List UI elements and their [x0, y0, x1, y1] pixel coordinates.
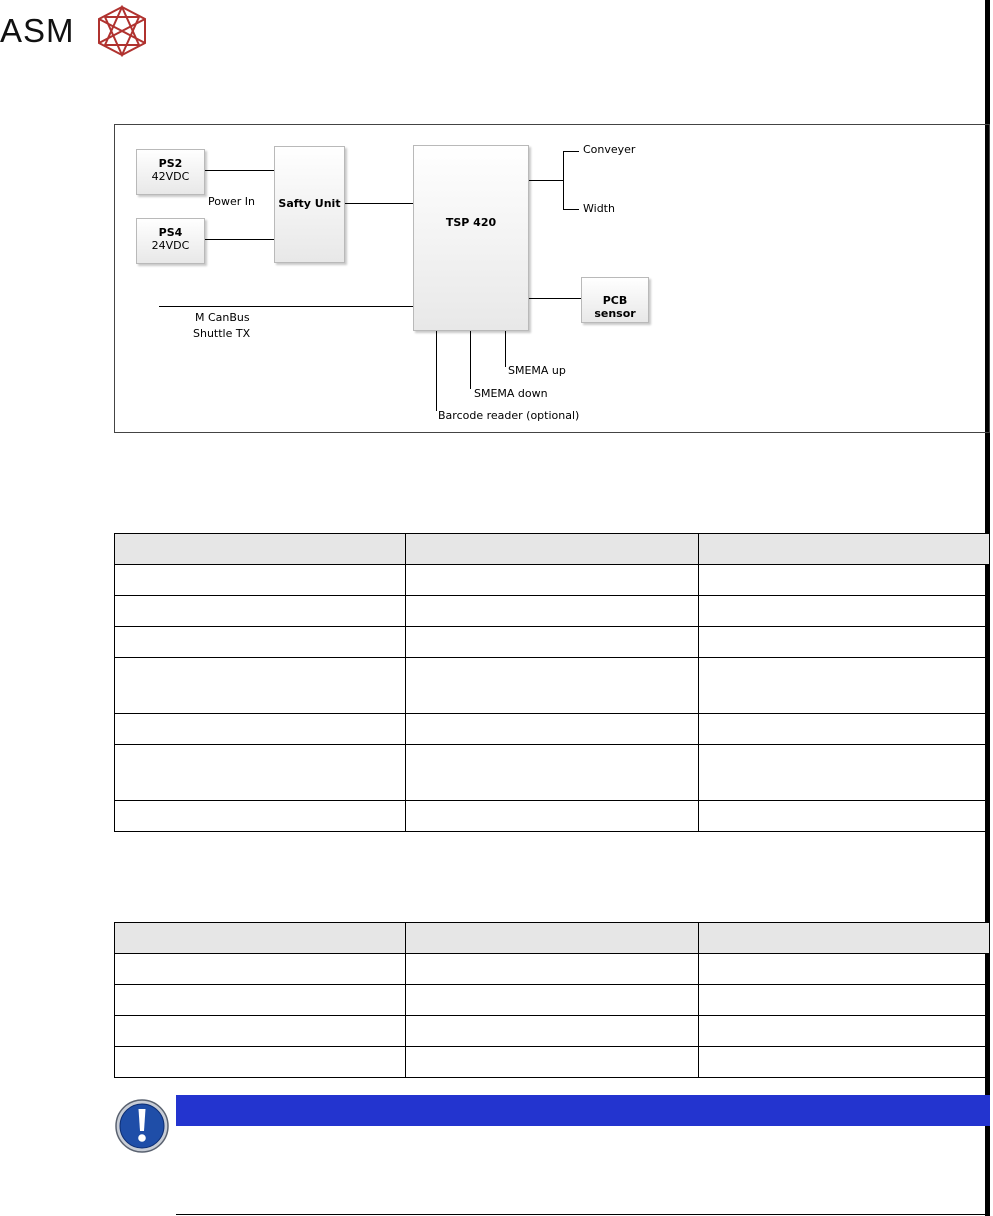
table-row: [115, 801, 990, 832]
table-header-cell: [406, 923, 698, 954]
table-cell: [115, 658, 406, 714]
table-cell: [406, 627, 698, 658]
table-cell: [406, 658, 698, 714]
asm-hexagon-logo-icon: [94, 5, 150, 57]
table-cell: [698, 658, 989, 714]
table-cell: [698, 745, 989, 801]
table-cell: [698, 565, 989, 596]
table-cell: [406, 1047, 698, 1078]
table-cell: [698, 801, 989, 832]
table-header-row: [115, 923, 990, 954]
table-cell: [406, 954, 698, 985]
ps2-voltage: 42VDC: [151, 170, 190, 183]
table-row: [115, 627, 990, 658]
table-cell: [406, 1016, 698, 1047]
table-cell: [115, 1016, 406, 1047]
table-row: [115, 596, 990, 627]
conveyer-line: [563, 151, 579, 152]
table-header-cell: [115, 923, 406, 954]
notice-bottom-rule: [176, 1214, 990, 1215]
table-header-cell: [115, 534, 406, 565]
ps4-box: [136, 218, 205, 264]
tsp-to-pcb-line: [529, 298, 581, 299]
table-cell: [406, 714, 698, 745]
ps4-to-safety-line: [205, 239, 274, 240]
table-cell: [115, 985, 406, 1016]
canbus-line: [159, 306, 413, 307]
ps4-voltage: 24VDC: [151, 239, 190, 252]
width-line: [563, 209, 579, 210]
canbus-label: M CanBus: [195, 311, 250, 324]
smema-down-label: SMEMA down: [474, 387, 548, 400]
table-row: [115, 565, 990, 596]
width-label: Width: [583, 202, 615, 215]
conveyer-label: Conveyer: [583, 143, 636, 156]
table-row: [115, 985, 990, 1016]
smema-down-line: [470, 331, 471, 389]
barcode-line: [436, 331, 437, 411]
table-cell: [115, 801, 406, 832]
table-cell: [698, 627, 989, 658]
table-cell: [115, 714, 406, 745]
safety-unit-label: Safty Unit: [278, 197, 341, 210]
safety-to-tsp-line: [345, 203, 413, 204]
table-row: [115, 954, 990, 985]
table-cell: [698, 954, 989, 985]
barcode-label: Barcode reader (optional): [438, 409, 580, 422]
pcb-sensor-label: PCB sensor: [594, 294, 636, 320]
table-row: [115, 714, 990, 745]
table-cell: [115, 596, 406, 627]
table-cell: [115, 954, 406, 985]
pcb-sensor-box: [581, 277, 649, 323]
spec-table-2: [114, 922, 990, 1078]
table-cell: [698, 596, 989, 627]
exclamation-info-icon: [114, 1098, 170, 1154]
table-header-cell: [698, 534, 989, 565]
table-row: [115, 745, 990, 801]
tsp-box: [413, 145, 529, 331]
table-cell: [406, 801, 698, 832]
table-cell: [698, 1047, 989, 1078]
power-in-label: Power In: [208, 195, 255, 208]
table-header-cell: [698, 923, 989, 954]
shuttle-tx-label: Shuttle TX: [193, 327, 251, 340]
table-cell: [406, 596, 698, 627]
table-cell: [698, 1016, 989, 1047]
smema-up-line: [505, 331, 506, 367]
table-cell: [406, 565, 698, 596]
table-cell: [115, 565, 406, 596]
table-cell: [698, 714, 989, 745]
smema-up-label: SMEMA up: [508, 364, 566, 377]
ps4-name: PS4: [158, 226, 183, 239]
table-cell: [406, 985, 698, 1016]
table-cell: [115, 1047, 406, 1078]
table-row: [115, 1047, 990, 1078]
table-header-row: [115, 534, 990, 565]
table-row: [115, 1016, 990, 1047]
block-diagram: [114, 124, 990, 433]
table-cell: [115, 627, 406, 658]
safety-unit-box: [274, 146, 345, 263]
logo-text: ASM: [0, 12, 75, 49]
ps2-to-safety-line: [205, 170, 274, 171]
tsp-to-branch-line: [529, 180, 563, 181]
ps2-box: [136, 149, 205, 195]
table-cell: [115, 745, 406, 801]
table-cell: [406, 745, 698, 801]
table-cell: [698, 985, 989, 1016]
ps2-name: PS2: [158, 157, 183, 170]
tsp-label: TSP 420: [445, 216, 497, 229]
branch-vertical-line: [563, 151, 564, 209]
notice-header-bar: [176, 1095, 990, 1126]
spec-table-1: [114, 533, 990, 832]
table-row: [115, 658, 990, 714]
table-header-cell: [406, 534, 698, 565]
